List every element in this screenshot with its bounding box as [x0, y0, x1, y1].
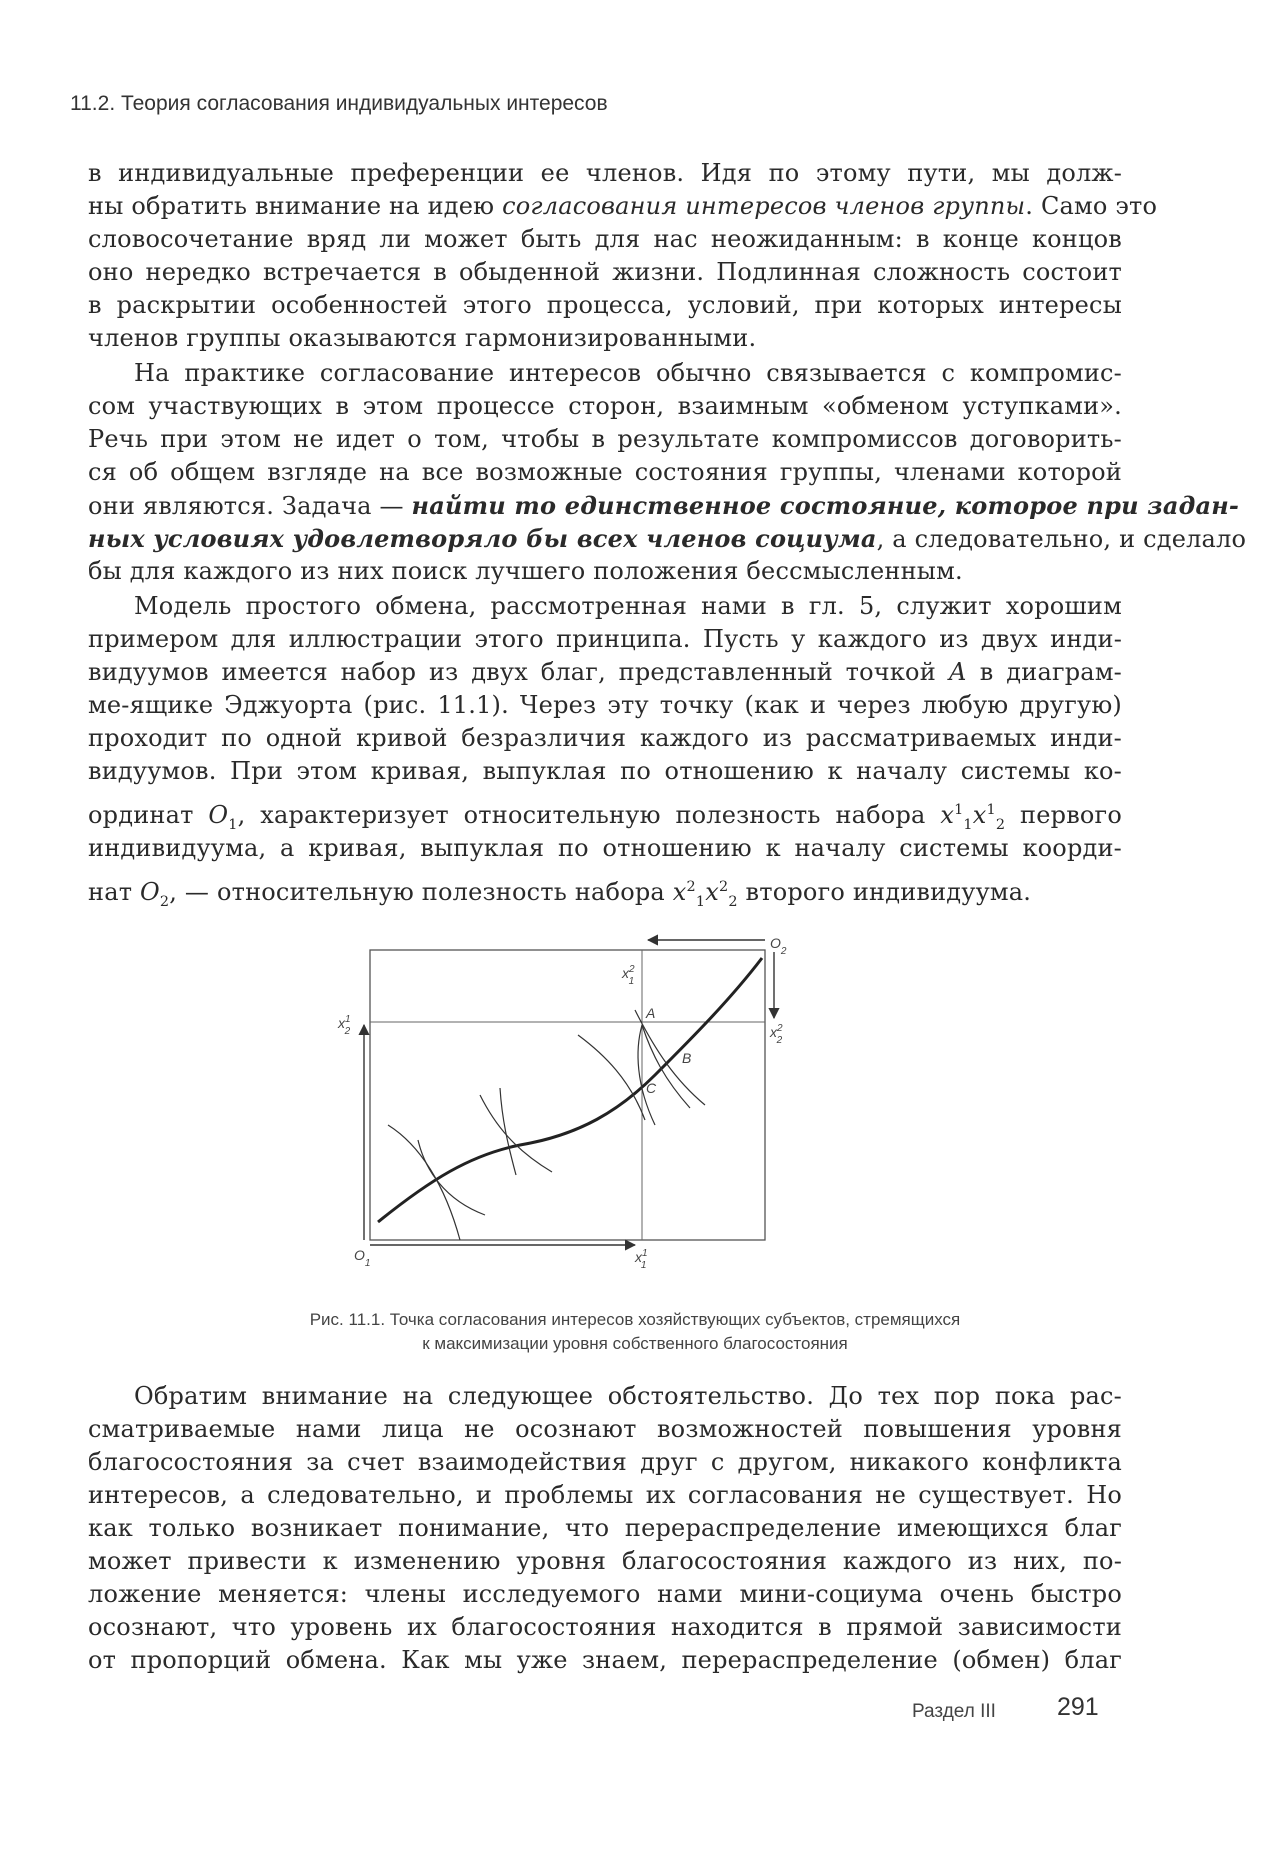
text-line: видуумов. При этом кривая, выпуклая по отношению к началу системы ко- [88, 757, 1122, 785]
figure-caption [150, 1308, 1120, 1356]
footer-section: Раздел III [912, 1701, 996, 1722]
text-line: нат $O_2$, — относительную полезность набора $x^2_1x^2_2$ второго индивидуума. [88, 878, 1032, 910]
contract-curve [378, 958, 762, 1222]
text-line: проходит по одной кривой безразличия каждого из рассматриваемых инди- [88, 724, 1122, 752]
text-line: осознают, что уровень их благосостояния находится в прямой зависимости [88, 1613, 1122, 1641]
indifference-curve-1b [480, 1095, 552, 1172]
indifference-curve-1c [578, 1035, 645, 1120]
text-line: как только возникает понимание, что перераспределение имеющихся благ [88, 1514, 1122, 1542]
label-x1-1: $x^1$ 1 [635, 1248, 647, 1271]
text-line: в индивидуальные преференции ее членов. Идя по этому пути, мы долж- [88, 159, 1122, 187]
text-line: благосостояния за счет взаимодействия друг с другом, никакого конфликта [88, 1448, 1122, 1476]
page-number: 291 [1057, 1693, 1099, 1721]
text-line: членов группы оказываются гармонизированными. [88, 324, 757, 352]
text-line: они являются. Задача — найти то единственное состояние, которое при задан- [88, 491, 1240, 520]
box-frame [370, 950, 765, 1240]
text-line: На практике согласование интересов обычно связывается с компромис- [134, 359, 1122, 387]
label-x2-1: $x^1$ 2 [338, 1014, 351, 1037]
text-line: видуумов имеется набор из двух благ, представленный точкой А в диаграм- [88, 658, 1122, 686]
text-line: может привести к изменению уровня благосостояния каждого из них, по- [88, 1547, 1122, 1575]
text-line: бы для каждого из них поиск лучшего положения бессмысленным. [88, 557, 963, 585]
indifference-curve-1a [388, 1125, 460, 1240]
text-line: ся об общем взгляде на все возможные состояния группы, членами которой [88, 458, 1122, 486]
label-origin-2: $O_2$ [770, 935, 787, 957]
label-x1-2: $x^2$ 1 [622, 964, 635, 987]
label-point-C: C [646, 1080, 657, 1096]
text-line: словосочетание вряд ли может быть для нас неожиданным: в конце концов [88, 225, 1122, 253]
text-line: ных условиях удовлетворяло бы всех членов социума, а следовательно, и сделало [88, 524, 1247, 553]
text-line: интересов, а следовательно, и проблемы их согласования не существует. Но [88, 1481, 1122, 1509]
text-line: сматриваемые нами лица не осознают возможностей повышения уровня [88, 1415, 1122, 1443]
label-point-B: B [682, 1050, 692, 1066]
text-line: ме-ящике Эджуорта (рис. 11.1). Через эту точку (как и через любую другую) [88, 691, 1122, 719]
paragraph-3 [88, 590, 1122, 909]
indifference-curve-2a [418, 1140, 485, 1215]
caption-line: Рис. 11.1. Точка согласования интересов хозяйствующих субъектов, стремящихся [309, 1310, 961, 1329]
text-line: Обратим внимание на следующее обстоятельство. До тех пор пока рас- [134, 1382, 1122, 1410]
text-line: Модель простого обмена, рассмотренная нами в гл. 5, служит хорошим [134, 592, 1122, 620]
indifference-curve-2b [500, 1088, 516, 1175]
edgeworth-box-figure [330, 930, 890, 1300]
running-header: 11.2. Теория согласования индивидуальных интересов [70, 92, 608, 115]
label-point-A: A [646, 1005, 656, 1021]
text-line: примером для иллюстрации этого принципа. Пусть у каждого из двух инди- [88, 625, 1122, 653]
text-line: сом участвующих в этом процессе сторон, взаимным «обменом уступками». [88, 392, 1122, 420]
text-line: ординат $O_1$, характеризует относительную полезность набора $x^1_1x^1_2$ первого [88, 801, 1122, 833]
label-x2-2: $x^2$ 2 [770, 1023, 783, 1046]
label-origin-1: $O_1$ [354, 1247, 371, 1269]
caption-line: к максимизации уровня собственного благосостояния [422, 1334, 848, 1353]
text-line: ложение меняется: члены исследуемого нами мини-социума очень быстро [88, 1580, 1122, 1608]
paragraph-2 [88, 357, 1247, 588]
text-line: Речь при этом не идет о том, чтобы в результате компромиссов договорить- [88, 425, 1122, 453]
edgeworth-box-diagram [330, 930, 890, 1300]
text-line: от пропорций обмена. Как мы уже знаем, перераспределение (обмен) благ [88, 1646, 1122, 1674]
text-line: в раскрытии особенностей этого процесса, условий, при которых интересы [88, 291, 1122, 319]
text-line: ны обратить внимание на идею согласования интересов членов группы. Само это [88, 192, 1158, 220]
paragraph-4 [88, 1380, 1122, 1677]
text-line: индивидуума, а кривая, выпуклая по отношению к началу системы коорди- [88, 834, 1122, 862]
text-line: оно нередко встречается в обыденной жизни. Подлинная сложность состоит [88, 258, 1122, 286]
paragraph-1 [88, 157, 1158, 355]
